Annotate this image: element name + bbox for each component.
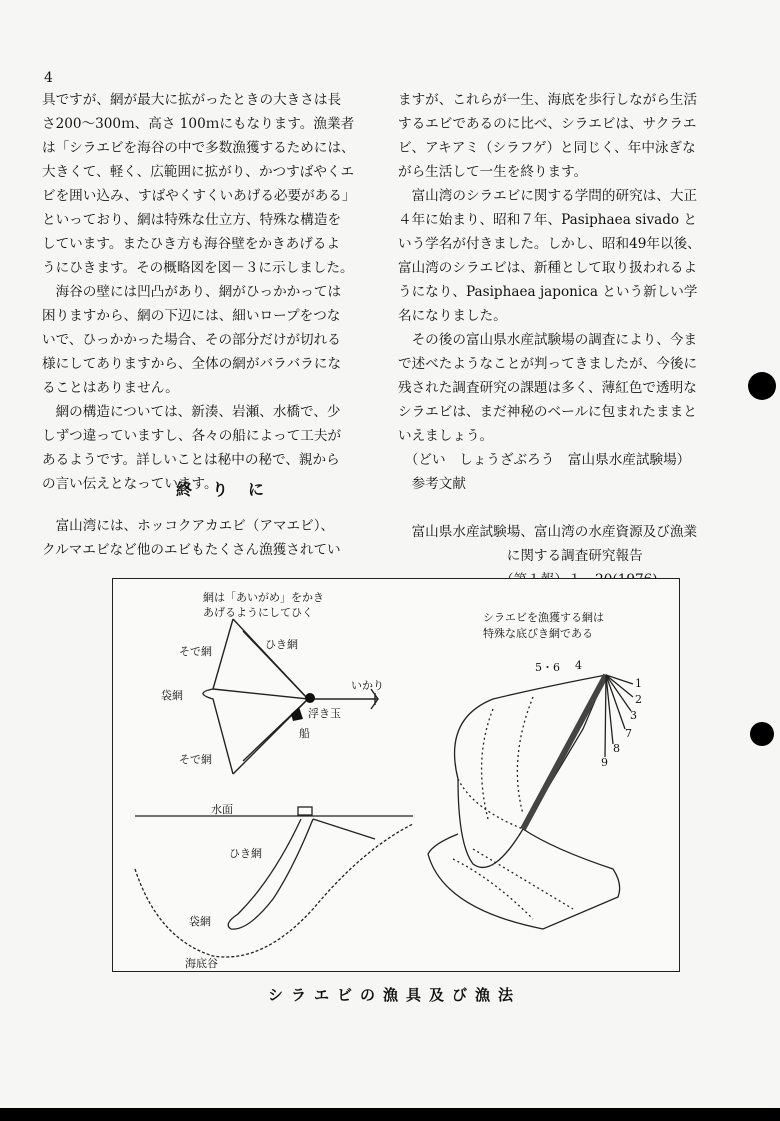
right-column	[398, 88, 718, 592]
scan-bottom-edge	[0, 1108, 780, 1121]
seabed-profile	[135, 824, 413, 957]
num-8: 8	[613, 742, 620, 755]
label-fukurami-bottom: 袋網	[189, 915, 211, 928]
label-hikiami-top: ひき網	[265, 638, 298, 651]
text-line: がら生活して一生を終ります。	[398, 164, 588, 180]
top-note-2: あげるようにしてひく	[203, 606, 313, 619]
float-ball	[305, 693, 315, 703]
ink-blot-1	[748, 372, 776, 400]
text-line: 名になりました。	[398, 308, 507, 324]
net-outline-upper	[213, 619, 308, 699]
text-line: しずつ違っていますし、各々の船によって工夫が	[42, 428, 342, 444]
net-3d-front	[428, 829, 620, 929]
text-line: 困りますから、網の下辺には、細いロープをつな	[42, 308, 341, 324]
text-line: クルマエビなど他のエビもたくさん漁獲されてい	[42, 542, 341, 558]
top-note-1: 網は「あいがめ」をかき	[203, 591, 324, 604]
text-line: は「シラエビを海谷の中で多数漁獲するためには、	[42, 140, 355, 156]
num-2: 2	[635, 693, 642, 706]
text-line: ４年に始まり、昭和７年、Pasiphaea sivado と	[398, 212, 698, 228]
label-sodeami-top: そで網	[179, 645, 212, 658]
num-3: 3	[630, 709, 637, 722]
page-number: 4	[44, 70, 53, 86]
text-line: 富山湾のシラエビに関する学問的研究は、大正	[398, 188, 698, 204]
net-in-section	[228, 819, 313, 929]
section-heading: 終りに	[176, 480, 285, 499]
text-line: 富山湾のシラエビは、新種として取り扱われるよ	[398, 260, 698, 276]
label-hikiami-bottom: ひき網	[229, 847, 262, 860]
text-line: の言い伝えとなっています。	[42, 476, 218, 492]
text-line: 具ですが、網が最大に拡がったときの大きさは長	[42, 92, 342, 108]
text-line: 海谷の壁には凹凸があり、網がひっかかっては	[42, 284, 342, 300]
label-ikari: いかり	[351, 679, 384, 692]
text-line: といっており、網は特殊な仕立方、特殊な構造を	[42, 212, 342, 228]
num-9: 9	[601, 756, 608, 769]
text-line	[398, 496, 718, 520]
text-line: 網の構造については、新湊、岩瀬、水橋で、少	[42, 404, 341, 420]
text-line: 参考文献	[398, 476, 466, 492]
text-line: いで、ひっかかった場合、その部分だけが切れる	[42, 332, 341, 348]
boat-in-section	[298, 807, 312, 815]
text-line: あるようです。詳しいことは秘中の秘で、親から	[42, 452, 340, 468]
text-line: 様にしてありますから、全体の網がバラバラにな	[42, 356, 342, 372]
ink-blot-2	[750, 722, 774, 746]
text-line: ることはありません。	[42, 380, 179, 396]
label-fukurami-top: 袋網	[161, 689, 183, 702]
text-line: ビを囲い込み、すばやくすくいあげる必要がある」	[42, 188, 356, 204]
text-line: 大きくて、軽く、広範囲に拡がり、かつすばやくエ	[42, 164, 355, 180]
left-column-continued	[42, 514, 362, 562]
num-5-6: 5・6	[535, 661, 560, 674]
left-column	[42, 88, 362, 496]
text-line: しています。またひき方も海谷壁をかきあげるよ	[42, 236, 340, 252]
num-7: 7	[625, 727, 632, 740]
right-note-2: 特殊な底びき網である	[483, 627, 593, 640]
text-line: いう学名が付きました。しかし、昭和49年以後、	[398, 236, 701, 252]
text-line: 富山湾には、ホッコクアカエビ（アマエビ）、	[42, 518, 335, 534]
text-line: うになり、Pasiphaea japonica という新しい学	[398, 284, 698, 300]
figure-frame	[112, 578, 680, 972]
text-line: ますが、これらが一生、海底を歩行しながら生活	[398, 92, 698, 108]
net-headrope	[523, 675, 606, 829]
text-line: 富山県水産試験場、富山湾の水産資源及び漁業	[398, 524, 698, 540]
text-line: さ200～300ｍ、高さ 100ｍにもなります。漁業者	[42, 116, 355, 132]
right-note-1: シラエビを漁獲する網は	[483, 611, 604, 624]
boat-shape	[291, 707, 303, 721]
net-3d-outline	[455, 675, 606, 867]
text-line: （どい しょうざぶろう 富山県水産試験場）	[398, 452, 691, 468]
text-line: するエビであるのに比べ、シラエビは、サクラエ	[398, 116, 697, 132]
figure-caption: シラエビの漁具及び漁法	[268, 986, 522, 1004]
text-line: シラエビは、まだ神秘のベールに包まれたままと	[398, 404, 697, 420]
text-line: に関する調査研究報告	[398, 548, 643, 564]
label-kaiteidani: 海底谷	[185, 957, 218, 970]
label-suimen: 水面	[211, 803, 233, 816]
label-sodeami-bottom: そで網	[179, 753, 212, 766]
label-ukidama: 浮き玉	[308, 707, 341, 720]
text-line: いえましょう。	[398, 428, 494, 444]
num-4: 4	[575, 659, 582, 672]
text-line: で述べたようなことが判ってきましたが、今後に	[398, 356, 698, 372]
text-line: その後の富山県水産試験場の調査により、今ま	[398, 332, 698, 348]
text-line: 残された調査研究の課題は多く、薄紅色で透明な	[398, 380, 697, 396]
num-1: 1	[635, 677, 642, 690]
label-fune: 船	[299, 727, 310, 740]
text-line: ビ、アキアミ（シラフゲ）と同じく、年中泳ぎな	[398, 140, 696, 156]
text-line: うにひきます。その概略図を図－３に示しました。	[42, 260, 354, 276]
